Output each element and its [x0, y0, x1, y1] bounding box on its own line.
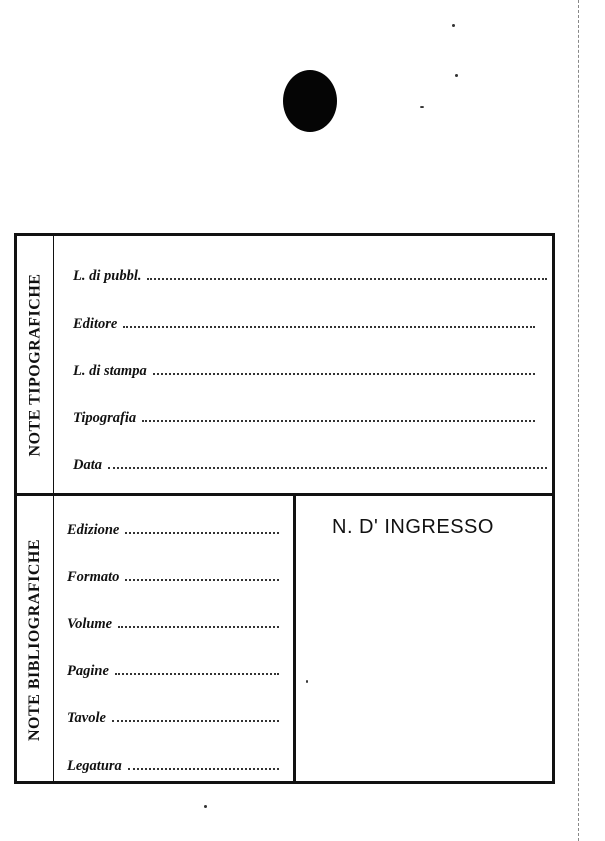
section-divider: [17, 493, 552, 496]
field-label: Tavole: [67, 710, 106, 726]
field-legatura[interactable]: [67, 758, 279, 775]
field-luogo-stampa[interactable]: [73, 363, 535, 380]
side-label-tipografiche: NOTE TIPOGRAFICHE: [26, 273, 43, 456]
field-label: Edizione: [67, 522, 120, 538]
field-edizione[interactable]: [67, 522, 279, 539]
dotted-line: [112, 720, 279, 722]
field-label: Volume: [67, 616, 113, 632]
side-label-bibliografiche: NOTE BIBLIOGRAFICHE: [26, 539, 44, 741]
field-label: Formato: [67, 569, 120, 585]
dotted-line: [125, 532, 279, 534]
field-label: L. di stampa: [73, 363, 147, 379]
field-tavole[interactable]: [67, 710, 279, 727]
catalog-card: [14, 233, 555, 784]
field-label: Tipografia: [73, 410, 137, 426]
punch-hole: [283, 70, 337, 132]
speck: [420, 106, 424, 108]
field-pagine[interactable]: [67, 663, 279, 680]
numero-ingresso-label: N. D' INGRESSO: [332, 516, 494, 538]
column-divider: [293, 495, 296, 781]
field-label: Legatura: [67, 758, 122, 774]
field-data[interactable]: [73, 457, 547, 474]
dotted-line: [123, 326, 535, 328]
dotted-line: [153, 373, 535, 375]
field-luogo-pubblicazione[interactable]: [73, 268, 547, 285]
speck: [455, 74, 458, 77]
field-label: Pagine: [67, 663, 109, 679]
dotted-line: [108, 467, 547, 469]
dotted-line: [128, 768, 279, 770]
field-formato[interactable]: [67, 569, 279, 586]
inner-border-line: [53, 236, 54, 781]
dotted-line: [118, 626, 279, 628]
dotted-line: [115, 673, 279, 675]
dotted-line: [142, 420, 535, 422]
dotted-line: [125, 579, 279, 581]
field-label: Data: [73, 457, 102, 473]
card-edge-line: [578, 0, 579, 841]
speck: [452, 24, 455, 27]
dotted-line: [147, 278, 547, 280]
field-volume[interactable]: [67, 616, 279, 633]
field-label: L. di pubbl.: [73, 268, 142, 284]
speck: [204, 805, 207, 808]
field-editore[interactable]: [73, 316, 535, 333]
field-label: Editore: [73, 316, 118, 332]
field-tipografia[interactable]: [73, 410, 535, 427]
